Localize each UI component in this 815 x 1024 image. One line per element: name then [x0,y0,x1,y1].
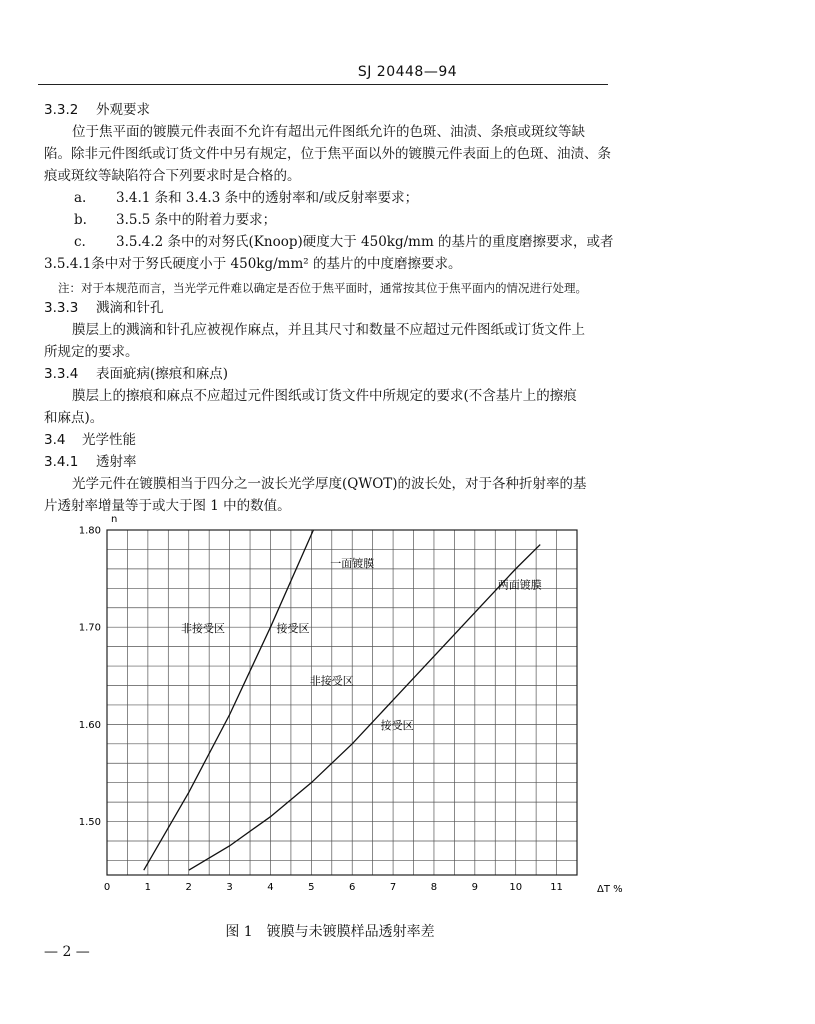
list-item: 3.5.5 条中的附着力要求； [116,212,277,228]
paragraph-line: 光学元件在镀膜相当于四分之一波长光学厚度(QWOT)的波长处，对于各种折射率的基 [72,476,587,492]
y-tick-label: 1.50 [78,817,101,829]
x-tick-label: 6 [349,882,356,893]
annotation-label: 非接受区 [309,674,354,688]
transmittance-chart [60,510,623,912]
paragraph-line: 片透射率增量等于或大于图 1 中的数值。 [44,498,291,514]
x-tick-label: 5 [308,882,315,893]
paragraph-line: 痕或斑纹等缺陷符合下列要求时是合格的。 [44,168,301,184]
x-tick-label: 7 [389,882,397,893]
x-tick-label: 0 [103,882,111,893]
y-tick-label: 1.70 [78,622,101,634]
y-tick-label: 1.60 [78,719,101,731]
paragraph-line: 膜层上的溅滴和针孔应被视作麻点，并且其尺寸和数量不应超过元件图纸或订货文件上 [72,322,585,338]
section-number: 3.3.4 [44,366,79,382]
section-title: 光学性能 [82,432,136,448]
annotation-label: 非接受区 [181,622,226,636]
series-label: 两面镀膜 [497,578,542,592]
annotation-label: 接受区 [276,622,310,636]
x-tick-label: 9 [471,882,479,893]
x-tick-label: 10 [509,882,523,893]
x-axis-label: ΔT % [597,884,623,895]
series-label: 一面镀膜 [330,556,375,570]
section-number: 3.4.1 [44,454,79,470]
paragraph-line: 所规定的要求。 [44,344,139,360]
list-item: 3.5.4.2 条中的对努氏(Knoop)硬度大于 450kg/mm 的基片的重度磨擦要求，或者 [116,234,614,250]
section-title: 表面疵病(擦痕和麻点) [96,366,229,382]
y-tick-label: 1.80 [78,525,101,537]
section-title: 外观要求 [96,102,150,118]
list-item: 3.4.1 条和 3.4.3 条中的透射率和/或反射率要求； [116,190,419,206]
list-key: a. [74,190,87,206]
section-number: 3.3.3 [44,300,79,316]
section-number: 3.3.2 [44,102,79,118]
figure-caption: 图 1 镀膜与未镀膜样品透射率差 [225,924,435,940]
section-title: 透射率 [96,454,137,470]
paragraph-line: 位于焦平面的镀膜元件表面不允许有超出元件图纸允许的色斑、油渍、条痕或斑纹等缺 [72,124,585,140]
list-key: c. [74,234,86,250]
paragraph-line: 陷。除非元件图纸或订货文件中另有规定，位于焦平面以外的镀膜元件表面上的色斑、油渍、条 [44,146,611,162]
x-tick-label: 1 [144,882,152,893]
annotation-label: 接受区 [380,719,414,733]
series-line-0 [144,530,314,870]
paragraph-line: 膜层上的擦痕和麻点不应超过元件图纸或订货文件中所规定的要求(不含基片上的擦痕 [72,388,577,404]
note: 注：对于本规范而言，当光学元件难以确定是否位于焦平面时，通常按其位于焦平面内的情况进行处理。 [58,281,587,295]
x-tick-label: 2 [185,882,192,893]
y-axis-label: n [111,514,118,525]
section-number: 3.4 [44,432,66,448]
list-key: b. [74,212,87,228]
x-tick-label: 11 [550,882,563,893]
header-rule [38,84,608,85]
x-tick-label: 4 [267,882,274,893]
x-tick-label: 3 [226,882,233,893]
page-header: SJ 20448—94 [357,64,458,80]
section-title: 溅滴和针孔 [96,300,164,316]
page-number: — 2 — [44,944,90,960]
paragraph-line: 和麻点)。 [44,410,104,426]
paragraph-line: 3.5.4.1条中对于努氏硬度小于 450kg/mm² 的基片的中度磨擦要求。 [44,256,462,272]
x-tick-label: 8 [430,882,438,893]
